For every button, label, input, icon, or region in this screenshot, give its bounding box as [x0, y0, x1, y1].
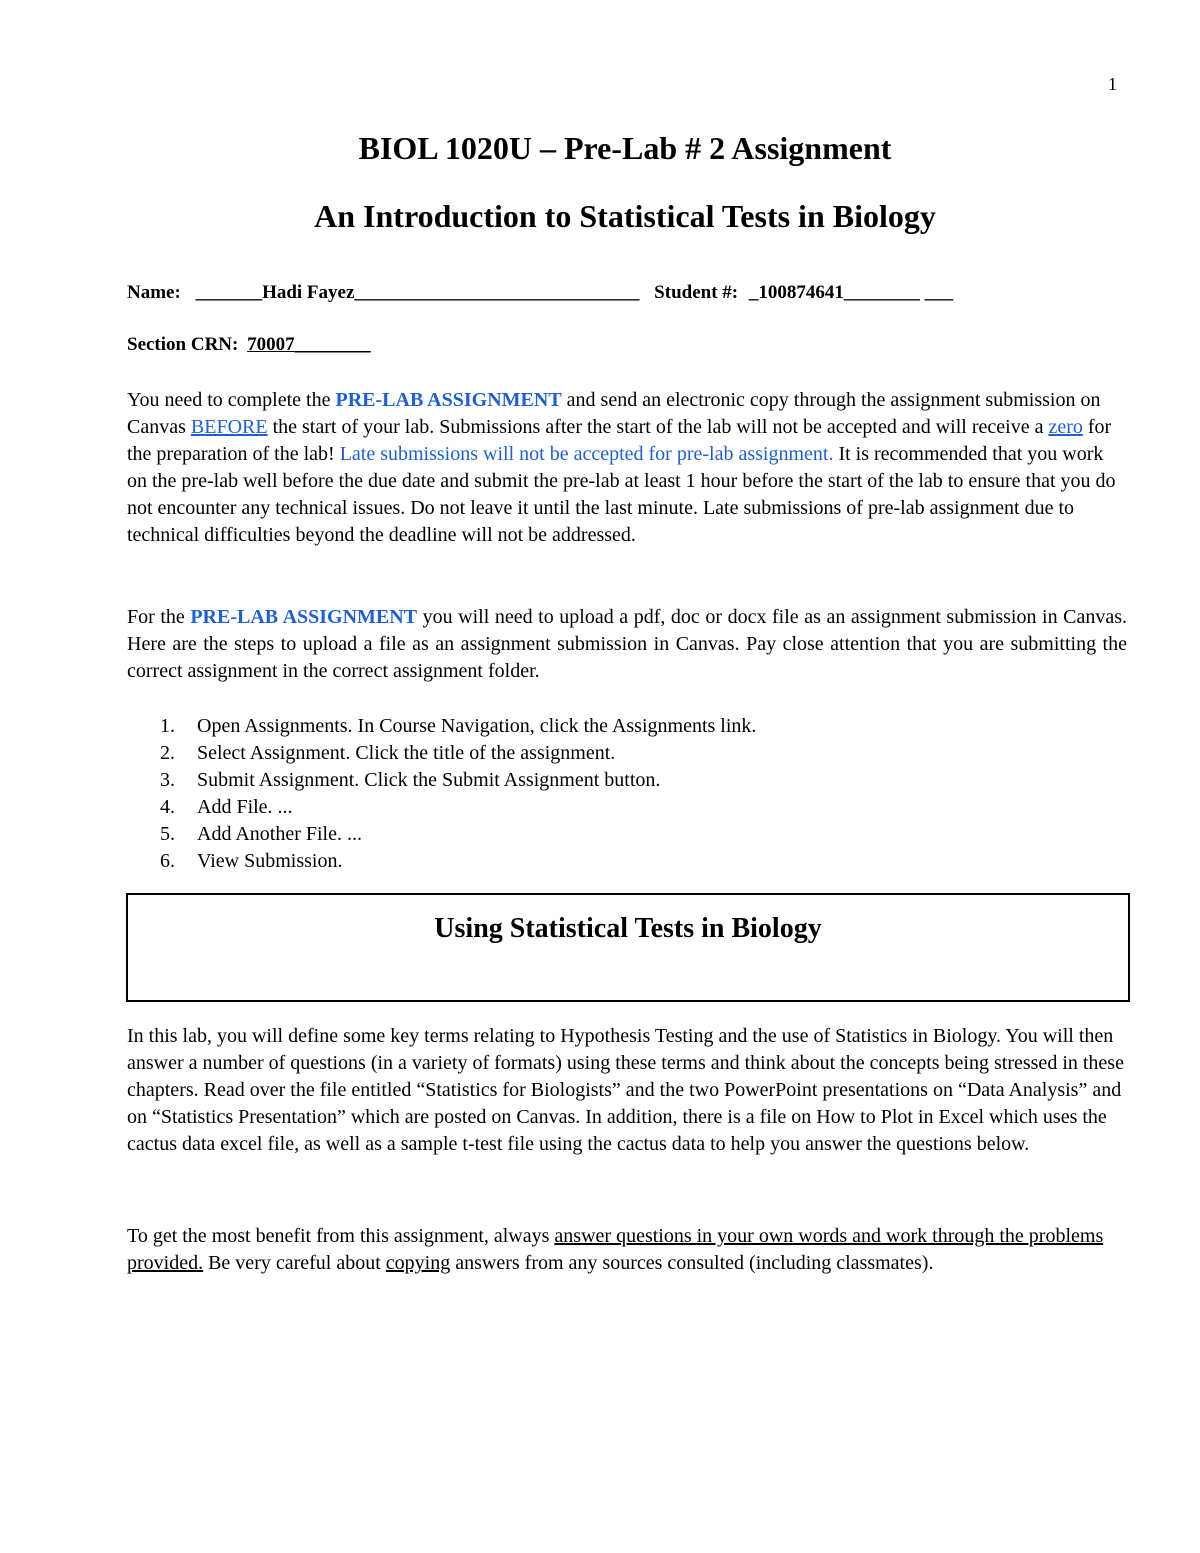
- advice-text-2: Be very careful about: [203, 1252, 386, 1274]
- zero-emphasis: zero: [1048, 416, 1083, 438]
- name-value: _______Hadi Fayez______________________________: [195, 282, 640, 303]
- page-number: 1: [1108, 74, 1117, 94]
- late-submission-warning: Late submissions will not be accepted for pre-lab assignment.: [339, 443, 834, 465]
- intro-text-2: and send an electronic copy through the assignment submission on Canvas: [127, 389, 1101, 438]
- upload-steps-list: [160, 713, 756, 875]
- step-number: 6.: [160, 850, 175, 872]
- document-title: BIOL 1020U – Pre-Lab # 2 Assignment: [358, 130, 892, 166]
- step-number: 3.: [160, 769, 175, 791]
- advice-underline-1: answer questions in your own words and work through the problems provided.: [127, 1225, 1104, 1274]
- intro-text-3: the start of your lab. Submissions after the start of the lab will not be accepted and will receive a: [267, 416, 1049, 438]
- list-item: [160, 848, 756, 875]
- section-crn-row: [127, 334, 371, 356]
- advice-paragraph: [127, 1223, 1127, 1277]
- advice-text-3: answers from any sources consulted (including classmates).: [450, 1252, 934, 1274]
- prelab-assignment-emphasis-2: PRE-LAB ASSIGNMENT: [190, 606, 418, 628]
- step-number: 2.: [160, 742, 175, 764]
- crn-value: 70007________: [247, 334, 371, 355]
- name-student-row: [127, 282, 953, 304]
- crn-label: Section CRN:: [127, 334, 239, 355]
- copying-underline: copying: [385, 1252, 451, 1274]
- lab-intro-paragraph: In this lab, you will define some key terms relating to Hypothesis Testing and the use of Statistics in Biology. You will then answer a number of questions (in a variety of formats) using these terms and think about the concepts being stressed in these chapters. Read over the file entitled “Statistics for Biologists” and the two PowerPoint presentations on “Data Analysis” and on “Statistics Presentation” which are posted on Canvas. In addition, there is a file on How to Plot in Excel which uses the cactus data excel file, as well as a sample t-test file using the cactus data to help you answer the questions below.: [127, 1025, 1124, 1155]
- step-number: 4.: [160, 796, 175, 818]
- name-label: Name:: [127, 282, 181, 303]
- step-number: 5.: [160, 823, 175, 845]
- list-item: [160, 767, 756, 794]
- intro-text-5: It is recommended that you work on the pre-lab well before the due date and submit the pre-lab at least 1 hour before the start of the lab to ensure that you do not encounter any technical issues. Do not leave it until the last minute. Late submissions of pre-lab assignment due to technical difficulties beyond the deadline will not be addressed.: [127, 443, 1116, 546]
- intro-text-4: for the preparation of the lab!: [127, 416, 1112, 465]
- step-text: Select Assignment. Click the title of the assignment.: [197, 742, 616, 764]
- advice-text-1: To get the most benefit from this assignment, always: [127, 1225, 555, 1247]
- list-item: [160, 740, 756, 767]
- intro-text-1: You need to complete the: [127, 389, 336, 411]
- list-item: [160, 713, 756, 740]
- section-title-box: [126, 893, 1130, 1002]
- student-label: Student #:: [654, 282, 739, 303]
- step-text: Open Assignments. In Course Navigation, click the Assignments link.: [197, 715, 757, 737]
- step-text: Add Another File. ...: [197, 823, 362, 845]
- list-item: [160, 794, 756, 821]
- step-text: View Submission.: [197, 850, 343, 872]
- upload-text-1: For the: [127, 606, 191, 628]
- student-value: _100874641________ ___: [748, 282, 954, 303]
- intro-paragraph: [127, 387, 1127, 549]
- document-subtitle: An Introduction to Statistical Tests in Biology: [314, 198, 936, 234]
- list-item: [160, 821, 756, 848]
- step-text: Submit Assignment. Click the Submit Assignment button.: [197, 769, 661, 791]
- step-number: 1.: [160, 715, 175, 737]
- upload-text-2: you will need to upload a pdf, doc or docx file as an assignment submission in Canvas. Here are the steps to upload a file as an assignment submission in Canvas. Pay close attention that you are submitting the correct assignment in the correct assignment folder.: [127, 606, 1127, 682]
- prelab-assignment-emphasis: PRE-LAB ASSIGNMENT: [335, 389, 562, 411]
- before-emphasis: BEFORE: [190, 416, 268, 438]
- section-title: Using Statistical Tests in Biology: [434, 913, 822, 944]
- step-text: Add File. ...: [197, 796, 293, 818]
- upload-paragraph: [127, 604, 1127, 685]
